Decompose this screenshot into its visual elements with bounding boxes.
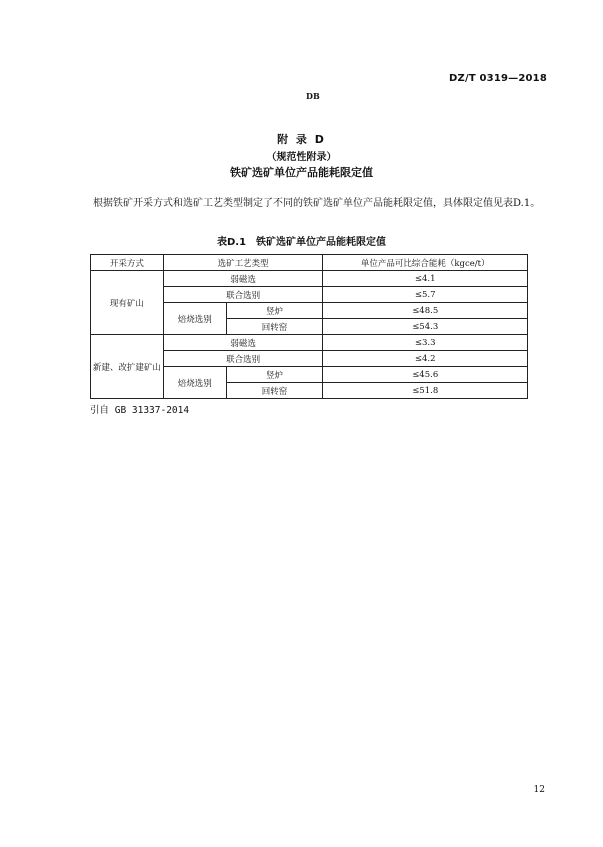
- mining-method-cell: 现有矿山: [91, 271, 164, 335]
- process-cell: 弱磁选: [163, 335, 323, 351]
- source-note: 引自 GB 31337-2014: [90, 405, 190, 416]
- value-cell: ≤51.8: [323, 383, 528, 399]
- appendix-heading: 铁矿选矿单位产品能耗限定值: [230, 166, 373, 179]
- appendix-type: （规范性附录）: [266, 152, 337, 163]
- process-cell: 联合选别: [163, 287, 323, 303]
- value-cell: ≤3.3: [323, 335, 528, 351]
- body-paragraph: 根据铁矿开采方式和选矿工艺类型制定了不同的铁矿选矿单位产品能耗限定值，具体限定值见表D.1。: [93, 198, 541, 209]
- value-cell: ≤45.6: [323, 367, 528, 383]
- table-caption: 表D.1 铁矿选矿单位产品能耗限定值: [216, 237, 387, 248]
- value-cell: ≤4.2: [323, 351, 528, 367]
- document-code: DZ/T 0319—2018: [449, 73, 547, 84]
- mining-method-cell: 新建、改扩建矿山: [91, 335, 164, 399]
- kiln-cell: 竖炉: [226, 303, 323, 319]
- process-cell: 弱磁选: [163, 271, 323, 287]
- process-cell: 联合选别: [163, 351, 323, 367]
- table-row: [91, 271, 528, 287]
- table-row: [91, 335, 528, 351]
- process-cell: 焙烧选别: [163, 303, 226, 335]
- kiln-cell: 回转窑: [226, 383, 323, 399]
- kiln-cell: 回转窑: [226, 319, 323, 335]
- value-cell: ≤54.3: [323, 319, 528, 335]
- header-process-type: 选矿工艺类型: [163, 255, 323, 271]
- value-cell: ≤4.1: [323, 271, 528, 287]
- page-number: 12: [533, 785, 545, 795]
- header-energy-consumption: 单位产品可比综合能耗（kgce/t）: [323, 255, 528, 271]
- table-header-row: [91, 255, 528, 271]
- header-mining-method: 开采方式: [91, 255, 164, 271]
- value-cell: ≤5.7: [323, 287, 528, 303]
- value-cell: ≤48.5: [323, 303, 528, 319]
- standard-mark: DB: [306, 91, 320, 101]
- energy-limits-table: [90, 254, 528, 399]
- process-cell: 焙烧选别: [163, 367, 226, 399]
- kiln-cell: 竖炉: [226, 367, 323, 383]
- appendix-title: 附 录 D: [277, 133, 326, 146]
